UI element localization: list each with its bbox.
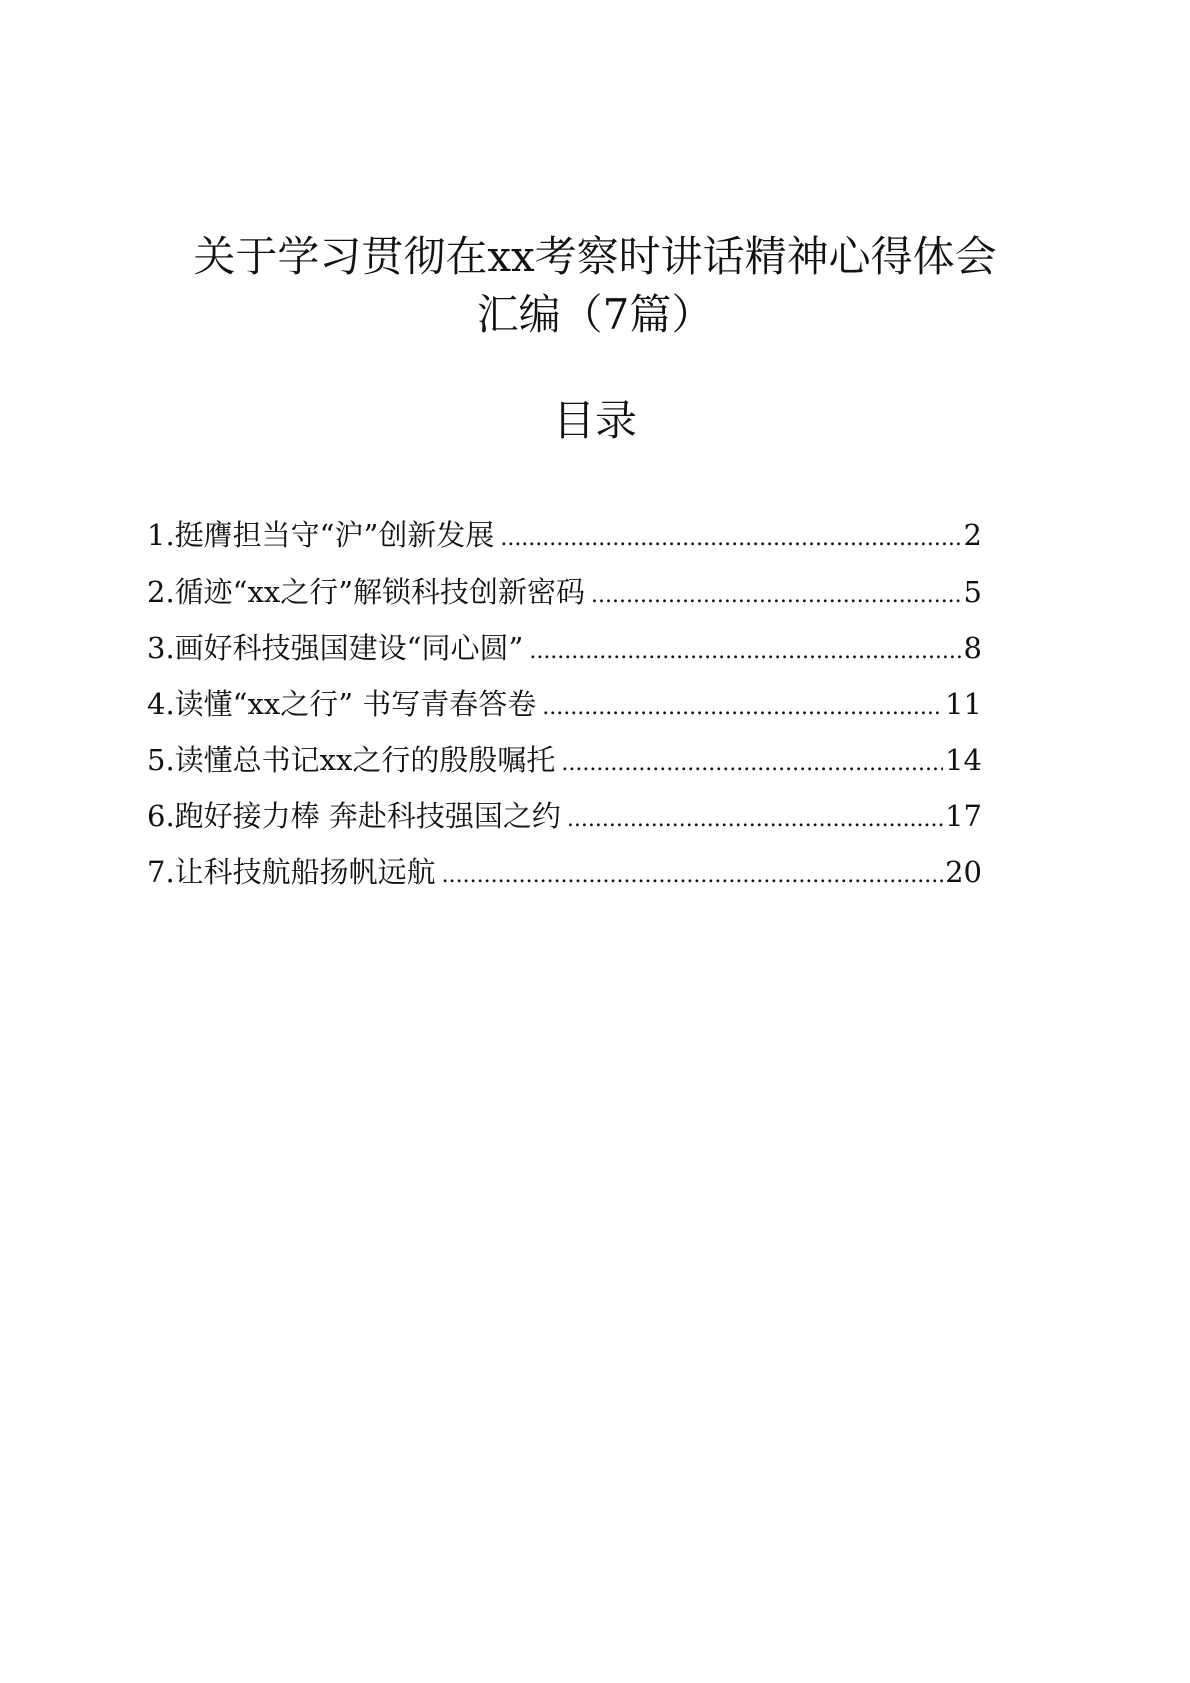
toc-entry-label: 6.跑好接力棒 奔赴科技强国之约 — [147, 799, 561, 833]
table-of-contents — [147, 520, 982, 913]
toc-entry-label: 2.循迹“xx之行”解锁科技创新密码 — [147, 575, 586, 609]
toc-entry-page: 11 — [945, 687, 982, 721]
toc-entry-2[interactable] — [147, 577, 982, 633]
document-title-line-2: 汇编（7篇） — [476, 290, 714, 339]
toc-heading: 目录 — [552, 396, 637, 445]
toc-dot-leader — [542, 693, 943, 723]
toc-entry-1[interactable] — [147, 520, 982, 577]
toc-entry-page: 2 — [963, 518, 982, 552]
toc-dot-leader — [567, 805, 943, 835]
toc-entry-5[interactable] — [147, 745, 982, 801]
toc-dot-leader — [442, 861, 943, 891]
toc-entry-label: 1.挺膺担当守“沪”创新发展 — [147, 518, 495, 552]
toc-entry-label: 3.画好科技强国建设“同心圆” — [147, 631, 524, 665]
toc-entry-page: 8 — [963, 631, 982, 665]
toc-entry-7[interactable] — [147, 857, 982, 913]
toc-entry-4[interactable] — [147, 689, 982, 745]
toc-dot-leader — [500, 524, 961, 554]
toc-entry-page: 17 — [945, 799, 982, 833]
toc-entry-3[interactable] — [147, 633, 982, 689]
toc-dot-leader — [529, 637, 961, 667]
document-title-line-1: 关于学习贯彻在xx考察时讲话精神心得体会 — [193, 232, 997, 281]
toc-dot-leader — [591, 581, 962, 611]
toc-entry-label: 5.读懂总书记xx之行的殷殷嘱托 — [147, 743, 556, 777]
toc-entry-page: 5 — [963, 575, 982, 609]
toc-entry-page: 14 — [945, 743, 982, 777]
toc-entry-label: 7.让科技航船扬帆远航 — [147, 855, 436, 889]
toc-entry-page: 20 — [945, 855, 982, 889]
toc-entry-label: 4.读懂“xx之行” 书写青春答卷 — [147, 687, 537, 721]
toc-entry-6[interactable] — [147, 801, 982, 857]
toc-dot-leader — [561, 749, 943, 779]
